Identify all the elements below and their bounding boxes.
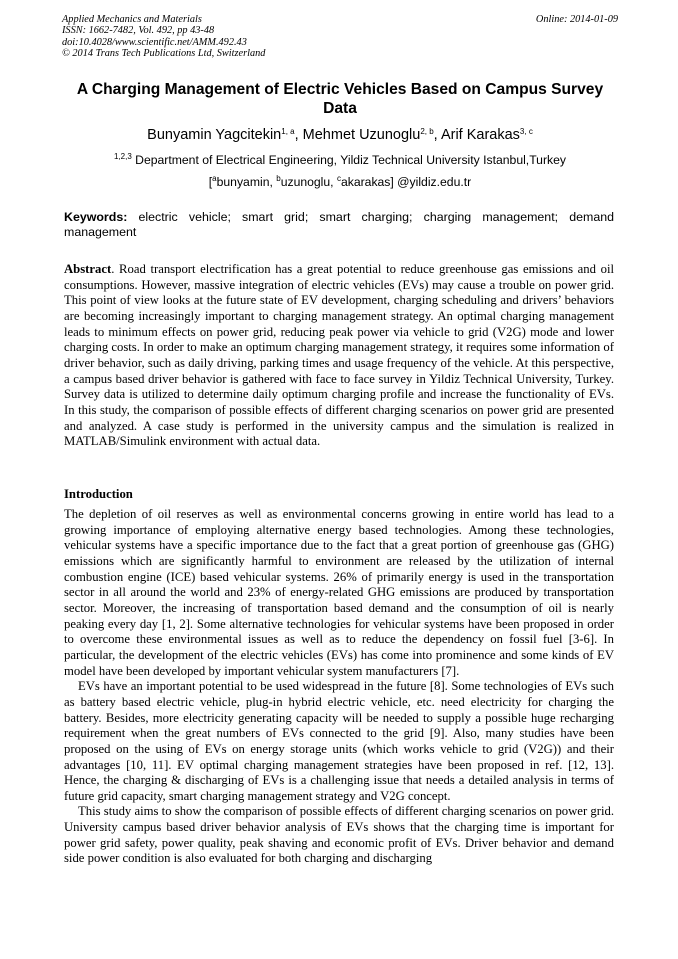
online-date: Online: 2014-01-09 xyxy=(535,14,618,25)
author-superscript: 3, c xyxy=(519,127,533,136)
affiliation-text: Department of Electrical Engineering, Yildiz Technical University Istanbul,Turkey xyxy=(131,153,566,167)
keywords-text: electric vehicle; smart grid; smart charging; charging management; demand management xyxy=(64,210,614,239)
email-bracket: [ xyxy=(208,175,213,189)
author-name: Mehmet Uzunoglu xyxy=(302,127,421,143)
author-superscript: 1, a xyxy=(281,127,295,136)
introduction-body xyxy=(64,507,614,867)
journal-name: Applied Mechanics and Materials xyxy=(62,14,202,25)
email-name: uzunoglu, xyxy=(280,175,337,189)
author-list: Bunyamin Yagcitekin$^{1, a}$, Mehmet Uzunoglu$^{2, b}$, Arif Karakas$^{3, c}$ xyxy=(147,127,533,143)
email-superscript: b xyxy=(276,174,281,183)
affiliation-superscript: 1,2,3 xyxy=(113,152,132,161)
author-name: Bunyamin Yagcitekin xyxy=(147,127,282,143)
paragraph: EVs have an important potential to be used widespread in the future [8]. Some technologies of EVs such as battery based electric vehicle, plug-in hybrid electric vehicle, etc. need electricity for charging the battery. Besides, more electricity generating capacity will be needed to supply a possible huge recharging requirement when the great numbers of EVs connected to the grid [9]. Also, many studies have been proposed on the using of EVs on energy storage units (which works vehicle to grid (V2G)) and their advantages [10, 11]. EV optimal charging management strategies have been proposed in ref. [12, 13]. Hence, the charging & discharging of EVs is a challenging issue that needs a detailed analysis in terms of future grid capacity, smart charging management strategy and V2G concept. xyxy=(64,679,614,803)
email-superscript: a xyxy=(212,174,217,183)
abstract-label: Abstract xyxy=(64,262,112,276)
abstract xyxy=(64,262,614,450)
author-emails xyxy=(62,174,618,190)
paper-title: A Charging Management of Electric Vehicles Based on Campus Survey Data xyxy=(76,81,604,117)
section-heading-introduction: Introduction xyxy=(64,487,133,501)
email-superscript: c xyxy=(336,174,341,183)
keywords-label: Keywords: xyxy=(64,210,128,224)
affiliation xyxy=(62,152,618,168)
abstract-text: . Road transport electrification has a great potential to reduce greenhouse gas emissions and oil consumptions. However, massive integration of electric vehicles (EVs) may cause a trouble on power grid. This point of view looks at the future state of EV development, charging scheduling and drivers’ behaviors are becoming increasingly important to charging management strategy. An optimal charging management leads to minimum effects on power grid, reducing peak power via vehicle to grid (V2G) mode and lower charging costs. In order to make an optimum charging management strategy, it requires some information of driver behavior, such as daily driving, parking times and usage frequency of the vehicle. At this perspective, a campus based driver behavior is gathered with face to face survey in Yildiz Technical University, Turkey. Survey data is utilized to determine daily optimum charging profile and increase the functionality of EVs. In this study, the comparison of possible effects of different charging scenarios on power grid are presented and analyzed. A case study is performed in the university campus and the simulation is realized in MATLAB/Simulink environment with actual data. xyxy=(64,262,614,449)
author-name: Arif Karakas xyxy=(440,127,520,143)
email-name: akarakas] @yildiz.edu.tr xyxy=(340,175,472,189)
paragraph: This study aims to show the comparison of possible effects of different charging scenarios on power grid. University campus based driver behavior analysis of EVs shows that the charging time is important for power grid safety, power quality, peak shaving and economic profit of EVs. Driver behavior and demand side power condition is also evaluated for both charging and discharging xyxy=(64,804,614,866)
issn-line: ISSN: 1662-7482, Vol. 492, pp 43-48 xyxy=(62,25,215,37)
keywords xyxy=(64,210,614,240)
doi-line: doi:10.4028/www.scientific.net/AMM.492.43 xyxy=(62,36,247,48)
email-name: bunyamin, xyxy=(216,175,277,189)
copyright-line: © 2014 Trans Tech Publications Ltd, Switzerland xyxy=(62,48,266,60)
paragraph: The depletion of oil reserves as well as environmental concerns growing in entire world has lead to a growing importance of employing alternative energy based technologies. Among these technologies, vehicular systems have a specific importance due to the fact that a great portion of greenhouse gas (GHG) emissions which are significantly harmful to environment are released by the utilization of internal combustion engine (ICE) based vehicular systems. 26% of primarily energy is used in the transportation sector in all around the world and 23% of energy-related GHG emissions are produced by transportation sector. Moreover, the increasing of transportation based demand and the consumption of oil is nearly peaking every day [1, 2]. Some alternative technologies for vehicular systems have been proposed in order to overcome these environmental issues as well as to reduce the dependency on fossil fuel [3-6]. In particular, the development of the electric vehicles (EVs) has come into prominence and some kinds of EV model have been developed by important vehicular system manufacturers [7]. xyxy=(64,507,614,678)
journal-header xyxy=(62,14,618,60)
author-superscript: 2, b xyxy=(420,127,434,136)
